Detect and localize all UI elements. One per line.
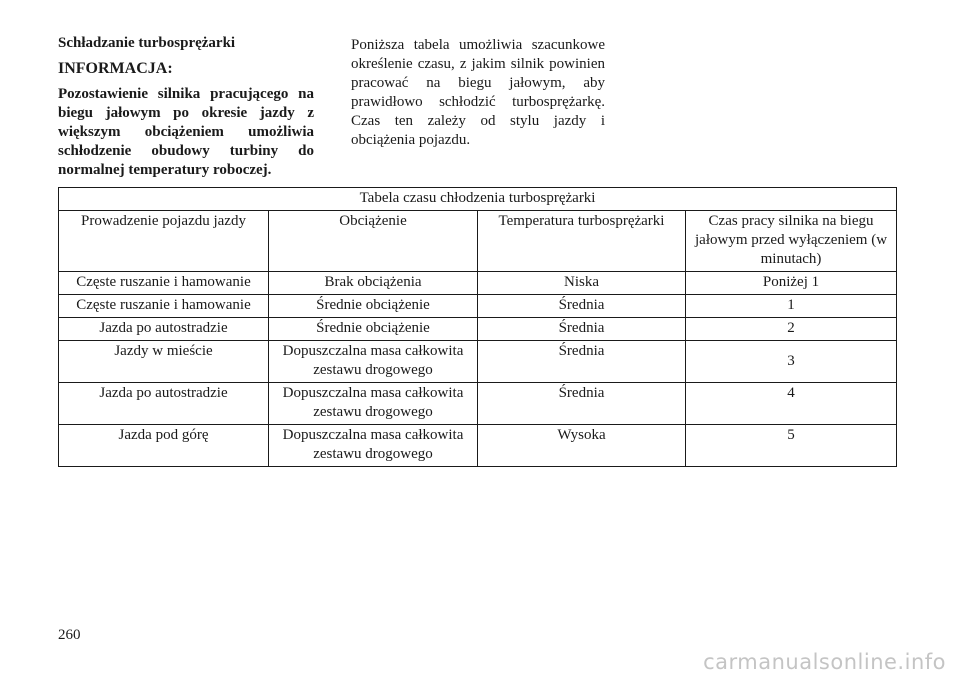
table-cell: Średnia [478,383,686,425]
table-cell: Jazda pod górę [59,425,269,467]
watermark: carmanualsonline.info [703,650,946,674]
table-cell: 3 [686,341,897,383]
table-cell: Jazdy w mieście [59,341,269,383]
table-title-row [59,188,897,211]
table-cell: Jazda po autostradzie [59,318,269,341]
table-cell: 5 [686,425,897,467]
table-header-row [59,211,897,272]
page-number: 260 [58,627,81,643]
table-cell: Poniżej 1 [686,272,897,295]
section-heading: Schładzanie turbosprężarki [58,35,236,51]
column-header: Czas pracy silnika na biegu jałowym przed wyłączeniem (w minutach) [686,211,897,272]
table-cell: Niska [478,272,686,295]
table-row [59,383,897,425]
table-cell: Średnia [478,341,686,383]
cooling-time-table [58,187,897,467]
table-cell: Średnie obciążenie [269,318,478,341]
table-cell: Jazda po autostradzie [59,383,269,425]
table-row [59,425,897,467]
table-cell: 4 [686,383,897,425]
table-cell: Średnia [478,318,686,341]
table-row [59,318,897,341]
info-label: INFORMACJA: [58,60,173,77]
table-cell: Średnia [478,295,686,318]
table-row [59,295,897,318]
table-cell: Dopuszczalna masa całkowita zestawu drogowego [269,383,478,425]
table-cell: Brak obciążenia [269,272,478,295]
table-cell: Średnie obciążenie [269,295,478,318]
column-header: Obciążenie [269,211,478,272]
table-cell: Wysoka [478,425,686,467]
table-cell: Dopuszczalna masa całkowita zestawu drogowego [269,425,478,467]
table-cell: 1 [686,295,897,318]
left-column [58,34,314,180]
column-header: Prowadzenie pojazdu jazdy [59,211,269,272]
intro-paragraph: Poniższa tabela umożliwia szacunkowe określenie czasu, z jakim silnik powinien pracować na biegu jałowym, aby prawidłowo schłodzić turbosprężarkę. Czas ten zależy od stylu jazdy i obciążenia pojazdu. [351,37,605,148]
table-cell: Dopuszczalna masa całkowita zestawu drogowego [269,341,478,383]
right-column [351,36,605,150]
table-title: Tabela czasu chłodzenia turbosprężarki [59,188,897,211]
table-row [59,272,897,295]
column-header: Temperatura turbosprężarki [478,211,686,272]
table-row [59,341,897,383]
table-cell: Częste ruszanie i hamowanie [59,295,269,318]
table-cell: Częste ruszanie i hamowanie [59,272,269,295]
info-text: Pozostawienie silnika pracującego na biegu jałowym po okresie jazdy z większym obciążeniem umożliwia schłodzenie obudowy turbiny do normalnej temperatury roboczej. [58,86,314,178]
table-cell: 2 [686,318,897,341]
